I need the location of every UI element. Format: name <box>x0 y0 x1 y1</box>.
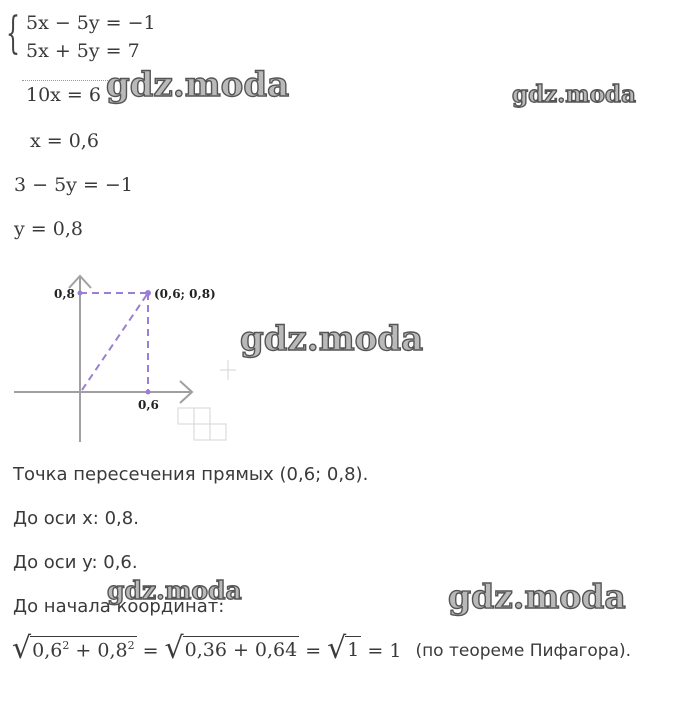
watermark-logo: gdz.moda <box>448 577 626 616</box>
point-label: (0,6; 0,8) <box>154 287 216 301</box>
equation-2: 5x + 5y = 7 <box>26 40 140 62</box>
system-brace: { <box>6 8 20 59</box>
origin-segment <box>82 293 148 390</box>
pythagoras-formula: √ $0,6^2 + 0,8^2$ = √ 0,36 + 0,64 = √ 1 = 1 (по теореме Пифагора). <box>12 631 632 666</box>
watermark-logo: gdz.moda <box>107 576 242 605</box>
y-tick-label: 0,8 <box>54 287 75 301</box>
distance-to-origin-label: До начала координат: <box>13 596 225 617</box>
watermark-logo: gdz.moda <box>512 81 636 108</box>
x-tick-point <box>146 390 151 395</box>
watermark-logo: gdz.moda <box>240 319 424 359</box>
y-value: y = 0,8 <box>14 218 83 240</box>
x-tick-label: 0,6 <box>138 398 159 412</box>
intersection-text: Точка пересечения прямых (0,6; 0,8). <box>13 464 369 485</box>
coordinate-graph <box>0 268 260 448</box>
equation-1: 5x − 5y = −1 <box>26 12 156 34</box>
sqrt-1: √ $0,6^2 + 0,8^2$ <box>12 631 135 666</box>
sqrt-3: √ 1 <box>327 631 360 666</box>
distance-to-y-axis: До оси y: 0,6. <box>13 552 138 573</box>
pythagoras-note: (по теореме Пифагора). <box>415 641 632 661</box>
sqrt-2: √ 0,36 + 0,64 <box>164 631 298 666</box>
y-tick-point <box>78 291 83 296</box>
graph-artifact <box>178 360 236 440</box>
distance-to-x-axis: До оси x: 0,8. <box>13 508 139 529</box>
x-value: x = 0,6 <box>30 130 99 152</box>
sum-equation: 10x = 6 <box>26 84 101 106</box>
substitution-equation: 3 − 5y = −1 <box>14 174 133 196</box>
sum-divider <box>22 80 112 81</box>
intersection-point <box>145 290 151 296</box>
watermark-logo: gdz.moda <box>106 65 290 105</box>
